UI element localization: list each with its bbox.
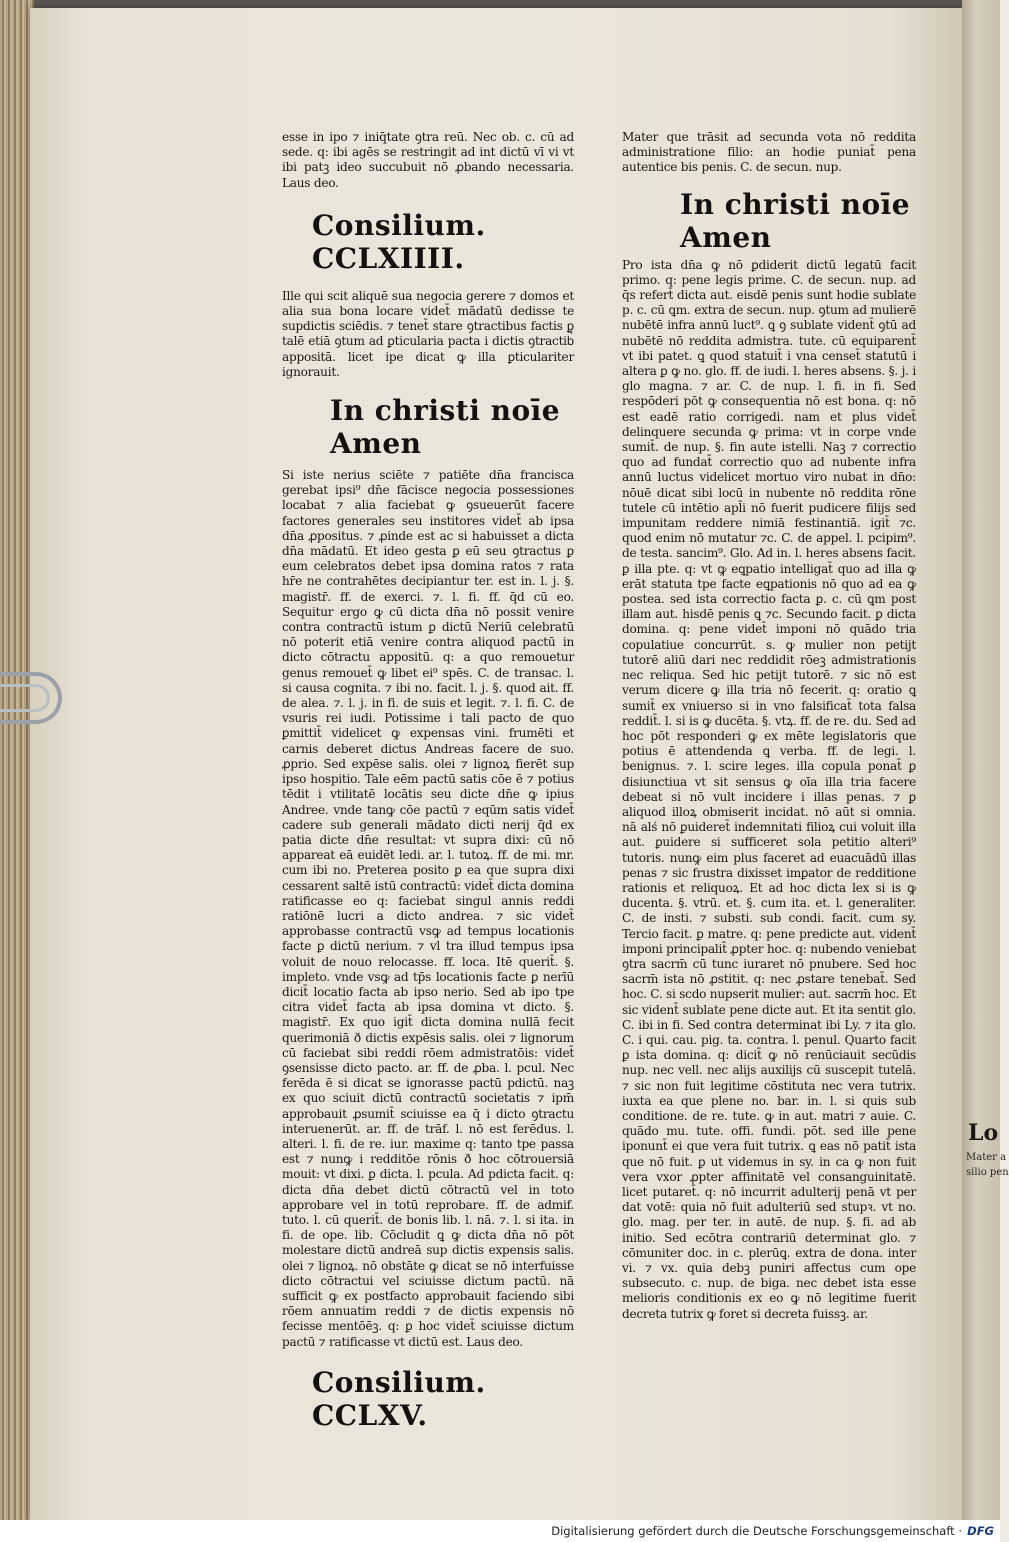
paper-clip-inner [0,684,50,712]
book-fore-edge [0,0,34,1520]
right-column [622,130,916,1322]
invocation-heading: In christi noīe Amen [330,394,561,461]
right-invocation-heading: In christi noīe Amen [680,187,911,254]
adjacent-page-edge [962,0,1009,1520]
adjacent-page-margin-text: Mater a silio pen [966,1152,1009,1178]
left-body-text: Si iste nerius sciēte ⁊ patiēte dn̄a francisca gerebat ipsi⁹ dn̄e fācisce negocia possessiones locabat ⁊ alia faciebat ꝙ ꝯsueuerūt facere factores generales seu institores videt̄ ab ipsa dn̄a ꝓpositus. ⁊ ꝓinde est ac si habuisset a dicta dn̄a mādatū. Et ideo gesta ꝑ eū seu ꝯtractus ꝑ eum celebratos debet ipsa domina ratos ⁊ rata hr̄e ne contrahētes decipiantur ter. est in. l. j. §. magistr̄. ff. de exerci. ⁊. l. fi. ff. q̄d cū eo. Sequitur ergo ꝙ cū dicta dn̄a nō possit venire contra contractū istum ꝑ dictū Neriū celebratū nō poterit etiā venire contra aliquod pactū in dicto cōtractu appositū. q: a quo remouetur genus remouet̄ ꝙ libet ei⁹ spēs. C. de transac. l. si causa cognita. ⁊ ibi no. facit. l. j. §. quod ait. ff. de alea. ⁊. l. j. in fi. de suis et legit. ⁊. l. fi. C. de vsuris rei iudi. Potissime i tali pacto de quo ꝑmittit̄ videlicet ꝙ expensas vini. frumēti et carnis deberet dictus Andreas facere de suo. ꝓprio. Sed expēse salis. olei ⁊ lignoꝝ fierēt sup ipso hospitio. Tale eēm pactū satis cōe ē ⁊ potius tēdit i vtilitatē locātis seu dicte dn̄e ꝙ ipius Andree. vnde tanꝙ cōe pactū ⁊ eqūm satis videt̄ cadere sub generali mādato dicti nerij q̄d ex patia dicte dn̄e resultat: vt supra dixi: cū nō appareat eā euidēt ledi. ar. l. tutoꝝ. ff. de mi. mr. cum ibi no. Preterea posito ꝑ ea que supra dixi cessarent saltē istū contractū: videt̄ dicta domina ratificasse eo q: faciebat singul annis reddi ratiōnē lucri a dicto andrea. ⁊ sic videt̄ approbasse contractū vsꝙ ad tempus locationis facte ꝑ dictū nerium. ⁊ vl tra illud tempus ipsa voluit de nouo relocasse. ff. loca. Itē querit̄. §. impleto. vnde vsꝙ ad tp̄s locationis facte ꝑ nerīū dicit̄ locatio facta ab ipso nerio. Sed ab ipo tpe citra videt̄ facta ab ipsa domina vt dicto. §. magistr̄. Ex quo igit̄ dicta domina nullā fecit querimoniā ð dictis expēsis salis. olei ⁊ lignorum cū faciebat sibi reddi rōem admistratōis: videt̄ ꝯsensisse dicto pacto. ar. ff. de ꝓba. l. pcul. Nec ferēda ē si dicat se ignorasse pactū pdictū. naꝫ ex quo sciuit dictū contractū societatis ⁊ ipm̄ approbauit ꝓsumit̄ sciuisse ea q̄ i dicto ꝯtractu interuenerūt. ar. ff. de trāf. l. nō est ferēdus. l. alteri. l. fi. de re. iur. maxime q: tanto tpe passa est ⁊ nunꝙ i redditōe rōnis ð hoc cōtrouersiā mouit: vt dixi. ꝑ dicta. l. pcula. Ad pdicta facit. q: dicta dn̄a debet dictū cōtractū vel in toto approbare vel in totū reprobare. ff. de admif. tuto. l. cū querit̄. de bonis lib. l. nā. ⁊. l. si ita. in fi. de ope. lib. Cōcludit ꝗ ꝙ dicta dn̄a nō pōt molestare dictū andreā sup dictis expensis salis. olei ⁊ lignoꝝ. nō obstāte ꝙ dicat se nō interfuisse dicto cōtractui vel sciuisse dictum pactū. nā sufficit ꝙ ex postfacto approbauit faciendo sibi rōem annuatim reddi ⁊ de dictis expensis nō fecisse mentōēꝫ. q: ꝑ hoc videt̄ sciuisse dictum pactū ⁊ ratificasse vt dictū est. Laus deo. [282,468,574,1349]
footer-bar [0,1520,1000,1542]
funding-credit: Digitalisierung gefördert durch die Deutsche Forschungsgemeinschaft · [551,1524,962,1538]
next-consilium-heading: Consilium. CCLXV. [312,1365,486,1432]
right-body-text: Pro ista dn̄a ꝙ nō ꝑdiderit dictū legatū facit primo. q: pene legis prime. C. de secun. nup. ad q̄s refert̄ dicta aut. eisdē penis sunt hodie sublate p. c. cū ꝗm. extra de secun. nup. ꝯtum ad mulierē nubētē infra annū luct⁹. ꝗ ꝯ sublate vident̄ ꝯtū ad nubētē nō reddita admistra. tute. cū equiparent̄ vt ibi patet. ꝗ quod statuit̄ i vna censet̄ statutū i altera ꝑ ꝙ no. glo. ff. de iudi. l. heres absens. §. j. i glo magna. ⁊ ar. C. de nup. l. fi. in fi. Sed respōderi pōt ꝙ consequentia nō est bona. q: nō est eadē ratio corrigedi. nam et plus videt̄ delinquere secunda ꝙ prima: vt in corpe vnde sumit̄. de nup. §. fin aute istelli. Naꝫ ⁊ correctio quo ad fundat̄ correctio quo ad nubente infra annū luctus videlicet mortuo viro nubat in dn̄o: nōuē dicat sibi locū in nubente nō reddita rōne tutele cū intētio apl̄i nō fuerit pudicere filijs sed impunitam reddere nimiā festinantiā. igit̄ ⁊c. quod enim nō mutatur ⁊c. C. de appel. l. pcipim⁹. de testa. sancim⁹. Glo. Ad in. l. heres absens facit. ꝑ illa pte. q: vt ꝙ eꝗpatio intelligat̄ quo ad illa ꝙ erāt statuta tpe facte eꝗpationis nō quo ad ea ꝙ postea. sed ista correctio facta ꝑ. c. cū ꝗm post illam aut. hisdē penis ꝗ ⁊c. Secundo facit. ꝑ dicta domina. q: pene videt̄ imponi nō quādo tria copulatiue concurrūt. s. ꝙ mulier non petijt tutorē aliū dari nec reddidit rōeꝫ admistrationis nec reliqua. Sed hic petijt tutorē. ⁊ sic nō est verum dicere ꝙ illa tria nō fecerit. q: oratio ꝗ sumit̄ ex vniuerso si in vno falsificat̄ tota falsa reddit̄. l. si is ꝙ ducēta. §. vtꝝ. ff. de re. du. Sed ad hoc pōt responderi ꝙ ex mēte legislatoris que potius ē attendenda ꝗ verba. ff. de legi. l. benignus. ⁊. l. scire leges. illa copula ponat̄ ꝑ disiunctiua vt sit sensus ꝙ oīa illa tria facere debeat si nō vult incidere i illas penas. ⁊ ꝑ aliquod illoꝝ obmiserit incidat. nō aūt si omnia. nā alś nō ꝑuideret̄ indemnitati filioꝝ cui voluit illa aut. ꝑuidere si sufficeret sola petitio alteri⁹ tutoris. nunꝙ eim plus faceret ad euacuādū illas penas ⁊ sic frustra dixisset imꝑator de redditione rationis et reliquoꝝ. Et ad hoc dicta lex si is ꝙ ducenta. §. vtrū. et. §. cum ita. et. l. generaliter. C. de insti. ⁊ substi. sub condi. facit. cum sy. Tercio facit. ꝑ matre. q: pene predicte aut. vident̄ imponi principalit̄ ꝓpter hoc. q: nubendo veniebat ꝯtra sacrm̄ cū tunc iuraret nō pnubere. Sed hoc sacrm̄ ista nō ꝓstitit. q: nec ꝓstare tenebat̄. Sed hoc. C. si scdo nupserit mulier: aut. sacrm̄ hoc. Et sic vident̄ sublate pene dicte aut. Et ita sentit glo. C. ibi in fi. Sed contra determinat ibi Ly. ⁊ ita glo. C. i qui. cau. pig. ta. contra. l. penul. Quarto facit ꝑ ista domina. q: dicit̄ ꝙ nō renūciauit secūdis nup. nec vell. nec alijs auxilijs cū suscepit tutelā. ⁊ sic non fuit legitime cōstituta nec vera tutrix. iuxta ea que plene no. bar. in. l. si quis sub conditione. de re. tute. ꝙ in aut. matri ⁊ auie. C. quādo mu. tute. offi. fundi. pōt. sed ille pene iponunt̄ ei que vera fuit tutrix. ꝗ eas nō patit̄ ista que nō fuit. ꝑ ut videmus in sy. in ca ꝙ non fuit vera vxor ꝓpter affinitatē vel consanguinitatē. licet putaret̄. q: nō incurrit adulterij penā vt per dat votē: quia nō fuit adulteriū sed stupꝛ. vt no. glo. mag. per ter. in autē. de nup. §. fi. ad ab initio. Sed ecōtra contrariū determinat glo. ⁊ cōmuniter doc. in c. plerūꝗ. extra de dona. inter vi. ⁊ vx. quia debꝫ puniri affectus cum ope subsecuto. c. nup. de biga. nec debet ista esse melioris conditionis ex eo ꝙ nō legitime fuerit decreta tutrix ꝙ foret si decreta fuissꝫ. ar. [622,257,916,1321]
right-opening-lines: Mater que trāsit ad secunda vota nō reddita administratione filio: an hodie puniat̄ pena autentice bis penis. C. de secun. nup. [622,130,916,175]
left-column [282,130,574,1432]
dfg-logo: DFG [967,1524,994,1538]
adjacent-page-heading: Lo [968,1120,999,1146]
consilium-heading: Consilium. CCLXIIII. [312,208,486,275]
left-opening-lines: esse in ipo ⁊ iniq̄tate ꝯtra reū. Nec ob. c. cū ad sede. q: ibi agēs se restringit ad int dictū vī vi vt ibi patꝫ ideo succubuit nō ꝓbando necessaria. Laus deo. [282,130,574,190]
consilium-summary: Ille qui scit aliquē sua negocia gerere ⁊ domos et alia sua bona locare videt̄ mādatū dedisse te supdictis sciēdis. ⁊ tenet̄ stare ꝯtractibus factis ꝑ talē etiā ꝯtum ad ꝑticularia pacta i dictis ꝯtractib᷒ appositā. licet ipe dicat ꝙ illa ꝑticulariter ignorauit. [282,288,574,379]
